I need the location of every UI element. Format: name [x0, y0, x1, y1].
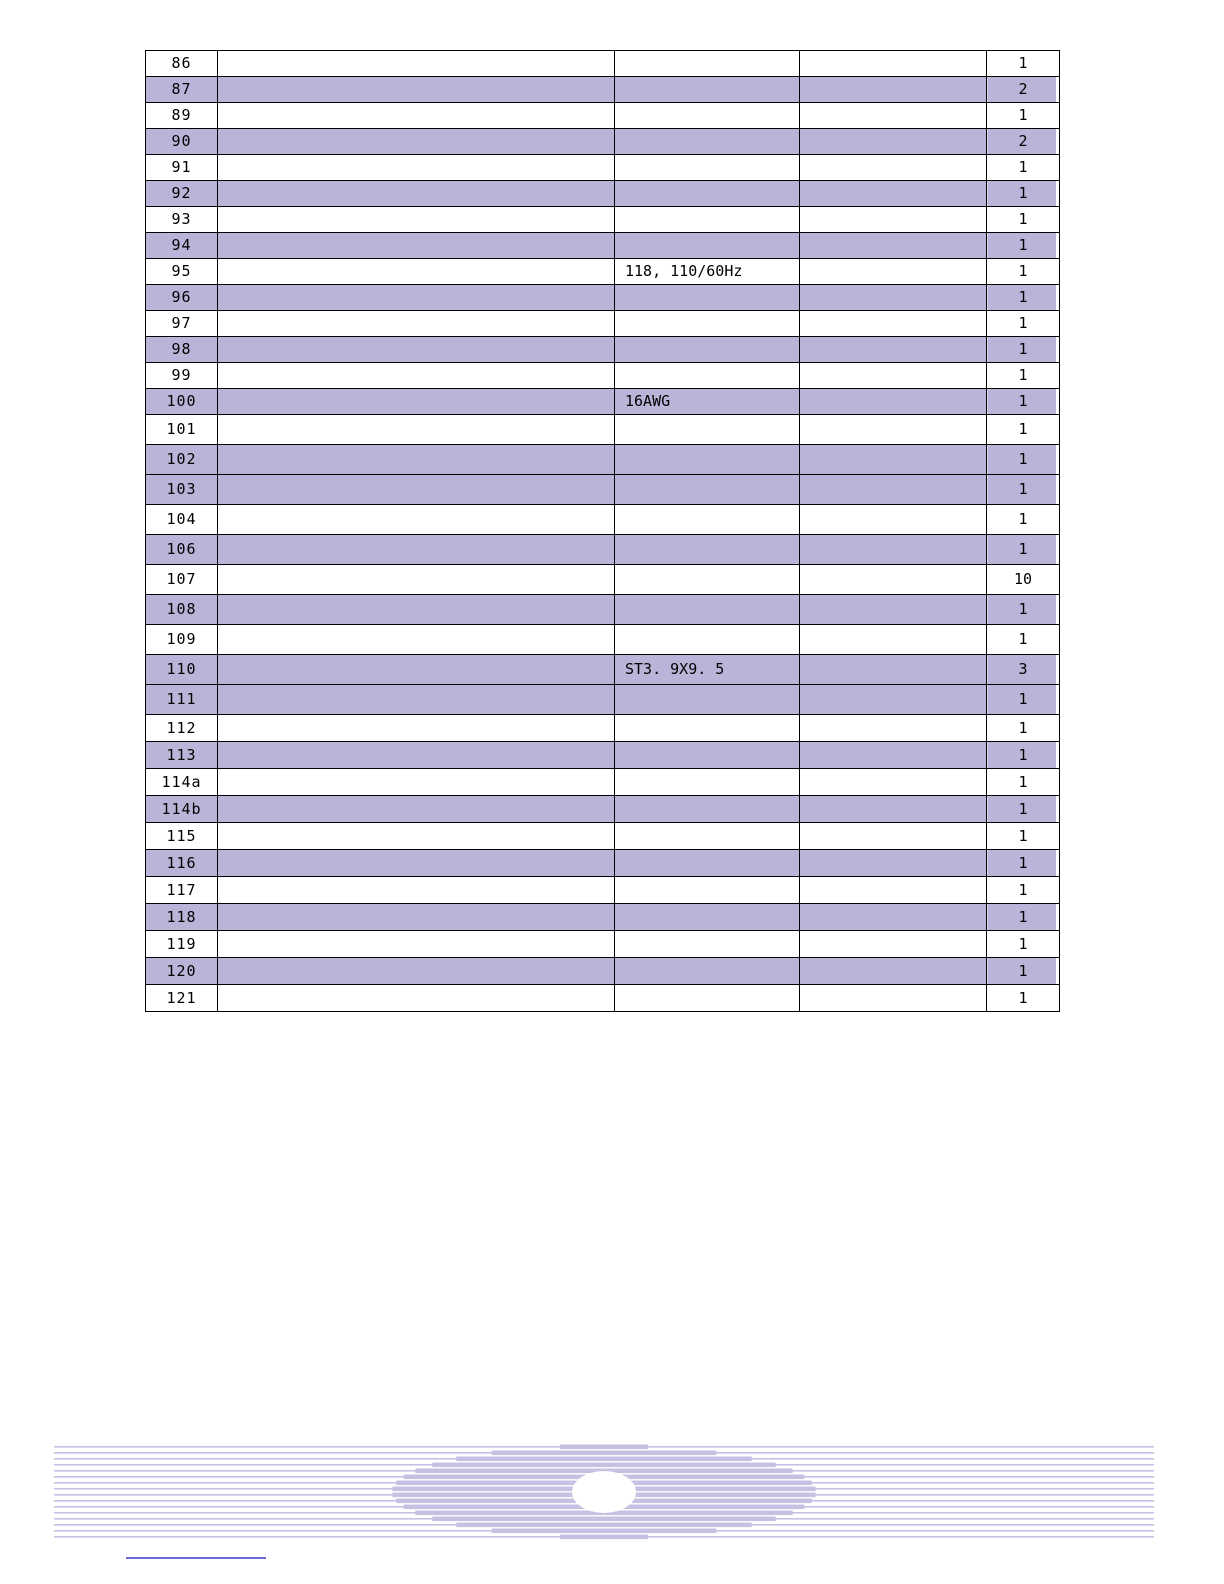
specification-cell	[615, 769, 800, 796]
specification-cell	[615, 311, 800, 337]
description-cell	[218, 565, 615, 595]
material-cell	[800, 850, 987, 877]
material-cell	[800, 625, 987, 655]
specification-cell	[615, 685, 800, 715]
item-number-cell: 112	[146, 715, 218, 742]
material-cell	[800, 877, 987, 904]
table-row	[146, 363, 1060, 389]
specification-cell: ST3. 9X9. 5	[615, 655, 800, 685]
table-row	[146, 742, 1060, 769]
item-number-cell: 87	[146, 77, 218, 103]
table-row	[146, 769, 1060, 796]
description-cell	[218, 77, 615, 103]
description-cell	[218, 505, 615, 535]
specification-cell	[615, 904, 800, 931]
table-row	[146, 155, 1060, 181]
item-number-cell: 116	[146, 850, 218, 877]
material-cell	[800, 259, 987, 285]
description-cell	[218, 796, 615, 823]
specification-cell	[615, 595, 800, 625]
item-number-cell: 86	[146, 51, 218, 77]
material-cell	[800, 233, 987, 259]
specification-cell	[615, 155, 800, 181]
specification-cell	[615, 958, 800, 985]
item-number-cell: 121	[146, 985, 218, 1012]
quantity-cell: 1	[987, 685, 1060, 715]
description-cell	[218, 129, 615, 155]
specification-cell	[615, 742, 800, 769]
specification-cell	[615, 77, 800, 103]
table-row	[146, 233, 1060, 259]
material-cell	[800, 958, 987, 985]
specification-cell	[615, 877, 800, 904]
specification-cell	[615, 51, 800, 77]
table-row	[146, 625, 1060, 655]
quantity-cell: 1	[987, 363, 1060, 389]
item-number-cell: 110	[146, 655, 218, 685]
material-cell	[800, 285, 987, 311]
table-row	[146, 475, 1060, 505]
item-number-cell: 109	[146, 625, 218, 655]
quantity-cell: 1	[987, 155, 1060, 181]
material-cell	[800, 742, 987, 769]
table-row	[146, 535, 1060, 565]
table-row	[146, 877, 1060, 904]
quantity-cell: 1	[987, 445, 1060, 475]
specification-cell	[615, 505, 800, 535]
quantity-cell: 1	[987, 595, 1060, 625]
specification-cell	[615, 207, 800, 233]
parts-table	[145, 50, 1060, 1012]
item-number-cell: 102	[146, 445, 218, 475]
item-number-cell: 95	[146, 259, 218, 285]
specification-cell	[615, 103, 800, 129]
quantity-cell: 1	[987, 285, 1060, 311]
material-cell	[800, 415, 987, 445]
description-cell	[218, 904, 615, 931]
quantity-cell: 1	[987, 742, 1060, 769]
item-number-cell: 108	[146, 595, 218, 625]
material-cell	[800, 769, 987, 796]
table-row	[146, 259, 1060, 285]
material-cell	[800, 535, 987, 565]
table-row	[146, 685, 1060, 715]
table-row	[146, 823, 1060, 850]
quantity-cell: 1	[987, 415, 1060, 445]
description-cell	[218, 51, 615, 77]
item-number-cell: 118	[146, 904, 218, 931]
description-cell	[218, 337, 615, 363]
table-row	[146, 181, 1060, 207]
material-cell	[800, 685, 987, 715]
material-cell	[800, 823, 987, 850]
material-cell	[800, 103, 987, 129]
table-row	[146, 595, 1060, 625]
table-row	[146, 311, 1060, 337]
specification-cell	[615, 850, 800, 877]
quantity-cell: 1	[987, 904, 1060, 931]
item-number-cell: 99	[146, 363, 218, 389]
description-cell	[218, 285, 615, 311]
specification-cell	[615, 715, 800, 742]
description-cell	[218, 877, 615, 904]
quantity-cell: 1	[987, 505, 1060, 535]
description-cell	[218, 742, 615, 769]
quantity-cell: 1	[987, 625, 1060, 655]
item-number-cell: 119	[146, 931, 218, 958]
table-row	[146, 655, 1060, 685]
material-cell	[800, 565, 987, 595]
description-cell	[218, 595, 615, 625]
quantity-cell: 1	[987, 535, 1060, 565]
table-row	[146, 985, 1060, 1012]
description-cell	[218, 535, 615, 565]
description-cell	[218, 445, 615, 475]
specification-cell	[615, 985, 800, 1012]
quantity-cell: 1	[987, 958, 1060, 985]
specification-cell	[615, 475, 800, 505]
item-number-cell: 90	[146, 129, 218, 155]
quantity-cell: 1	[987, 311, 1060, 337]
description-cell	[218, 103, 615, 129]
description-cell	[218, 625, 615, 655]
material-cell	[800, 445, 987, 475]
material-cell	[800, 363, 987, 389]
material-cell	[800, 155, 987, 181]
table-row	[146, 565, 1060, 595]
specification-cell	[615, 535, 800, 565]
table-row	[146, 715, 1060, 742]
item-number-cell: 117	[146, 877, 218, 904]
specification-cell	[615, 625, 800, 655]
material-cell	[800, 77, 987, 103]
quantity-cell: 1	[987, 233, 1060, 259]
quantity-cell: 10	[987, 565, 1060, 595]
item-number-cell: 120	[146, 958, 218, 985]
description-cell	[218, 985, 615, 1012]
quantity-cell: 1	[987, 181, 1060, 207]
specification-cell	[615, 181, 800, 207]
specification-cell	[615, 796, 800, 823]
item-number-cell: 97	[146, 311, 218, 337]
quantity-cell: 1	[987, 337, 1060, 363]
description-cell	[218, 233, 615, 259]
item-number-cell: 89	[146, 103, 218, 129]
description-cell	[218, 259, 615, 285]
quantity-cell: 1	[987, 796, 1060, 823]
table-row	[146, 129, 1060, 155]
item-number-cell: 103	[146, 475, 218, 505]
table-row	[146, 51, 1060, 77]
item-number-cell: 113	[146, 742, 218, 769]
footer-rule	[126, 1557, 266, 1559]
item-number-cell: 106	[146, 535, 218, 565]
specification-cell	[615, 415, 800, 445]
item-number-cell: 114a	[146, 769, 218, 796]
table-row	[146, 505, 1060, 535]
material-cell	[800, 985, 987, 1012]
quantity-cell: 1	[987, 51, 1060, 77]
material-cell	[800, 181, 987, 207]
specification-cell	[615, 445, 800, 475]
material-cell	[800, 931, 987, 958]
table-row	[146, 285, 1060, 311]
specification-cell	[615, 363, 800, 389]
specification-cell: 118, 110/60Hz	[615, 259, 800, 285]
table-row	[146, 337, 1060, 363]
table-row	[146, 796, 1060, 823]
specification-cell	[615, 337, 800, 363]
table-row	[146, 389, 1060, 415]
item-number-cell: 104	[146, 505, 218, 535]
specification-cell	[615, 285, 800, 311]
table-row	[146, 850, 1060, 877]
item-number-cell: 115	[146, 823, 218, 850]
quantity-cell: 2	[987, 129, 1060, 155]
quantity-cell: 1	[987, 475, 1060, 505]
item-number-cell: 111	[146, 685, 218, 715]
item-number-cell: 93	[146, 207, 218, 233]
striped-oval-logo-icon	[54, 1444, 1154, 1540]
item-number-cell: 96	[146, 285, 218, 311]
description-cell	[218, 389, 615, 415]
material-cell	[800, 389, 987, 415]
quantity-cell: 1	[987, 715, 1060, 742]
description-cell	[218, 207, 615, 233]
quantity-cell: 1	[987, 931, 1060, 958]
quantity-cell: 1	[987, 850, 1060, 877]
material-cell	[800, 595, 987, 625]
table-row	[146, 103, 1060, 129]
description-cell	[218, 769, 615, 796]
material-cell	[800, 715, 987, 742]
material-cell	[800, 655, 987, 685]
material-cell	[800, 904, 987, 931]
description-cell	[218, 823, 615, 850]
material-cell	[800, 337, 987, 363]
description-cell	[218, 850, 615, 877]
table-row	[146, 445, 1060, 475]
quantity-cell: 2	[987, 77, 1060, 103]
parts-table-body	[146, 51, 1060, 1012]
material-cell	[800, 475, 987, 505]
quantity-cell: 1	[987, 389, 1060, 415]
quantity-cell: 1	[987, 259, 1060, 285]
material-cell	[800, 796, 987, 823]
item-number-cell: 92	[146, 181, 218, 207]
description-cell	[218, 363, 615, 389]
specification-cell	[615, 129, 800, 155]
item-number-cell: 94	[146, 233, 218, 259]
description-cell	[218, 311, 615, 337]
quantity-cell: 1	[987, 103, 1060, 129]
description-cell	[218, 155, 615, 181]
quantity-cell: 1	[987, 985, 1060, 1012]
description-cell	[218, 655, 615, 685]
material-cell	[800, 311, 987, 337]
item-number-cell: 91	[146, 155, 218, 181]
specification-cell	[615, 823, 800, 850]
table-row	[146, 958, 1060, 985]
item-number-cell: 107	[146, 565, 218, 595]
quantity-cell: 1	[987, 769, 1060, 796]
specification-cell: 16AWG	[615, 389, 800, 415]
table-row	[146, 904, 1060, 931]
material-cell	[800, 51, 987, 77]
table-row	[146, 415, 1060, 445]
table-row	[146, 77, 1060, 103]
specification-cell	[615, 931, 800, 958]
description-cell	[218, 931, 615, 958]
quantity-cell: 1	[987, 207, 1060, 233]
specification-cell	[615, 565, 800, 595]
quantity-cell: 3	[987, 655, 1060, 685]
table-row	[146, 931, 1060, 958]
quantity-cell: 1	[987, 877, 1060, 904]
item-number-cell: 114b	[146, 796, 218, 823]
item-number-cell: 101	[146, 415, 218, 445]
item-number-cell: 100	[146, 389, 218, 415]
description-cell	[218, 685, 615, 715]
material-cell	[800, 207, 987, 233]
description-cell	[218, 715, 615, 742]
description-cell	[218, 475, 615, 505]
description-cell	[218, 181, 615, 207]
description-cell	[218, 958, 615, 985]
material-cell	[800, 129, 987, 155]
description-cell	[218, 415, 615, 445]
table-row	[146, 207, 1060, 233]
quantity-cell: 1	[987, 823, 1060, 850]
material-cell	[800, 505, 987, 535]
specification-cell	[615, 233, 800, 259]
item-number-cell: 98	[146, 337, 218, 363]
